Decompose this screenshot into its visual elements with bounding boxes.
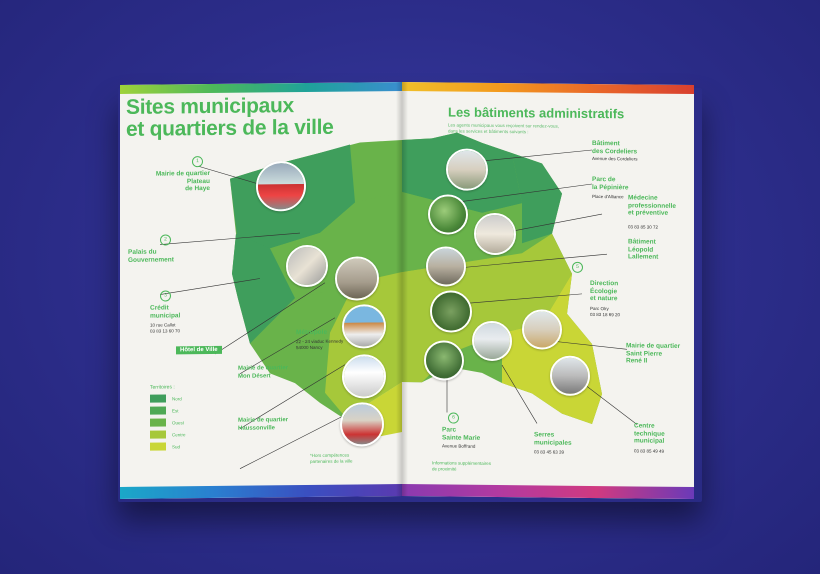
title-line-2: et quartiers de la ville — [126, 115, 334, 141]
photo-haussonville — [340, 402, 384, 446]
legend-label: Centre — [172, 432, 186, 438]
location-pin-icon: 5 — [572, 262, 583, 273]
info-footer: Informations supplémentaires de proximité — [432, 460, 492, 472]
legend-title: Territoires : — [150, 384, 175, 391]
photo-direction-ecologie — [430, 290, 472, 332]
legend-label: Nord — [172, 396, 182, 402]
legend-swatch-sud — [150, 442, 166, 450]
centre-phone: 03 83 85 49 49 — [634, 448, 665, 454]
legend-label: Sud — [172, 444, 181, 450]
label-haussonville: Mairie de quartier Haussonville — [238, 417, 289, 432]
cordeliers-address: Avenue des Cordeliers — [592, 155, 638, 162]
legend-label: Ouest — [172, 420, 185, 426]
serres-phone: 03 83 45 63 39 — [534, 449, 565, 455]
title-line-1: Sites municipaux — [126, 94, 294, 119]
photo-medecine — [474, 213, 516, 255]
label-hotel-de-ville: Hôtel de Ville — [176, 346, 222, 354]
photo-centre-technique — [550, 356, 590, 396]
label-serres: Serres municipales — [534, 431, 572, 447]
credit-details: 10 rue Callot 03 83 13 60 70 — [150, 322, 181, 334]
label-parc-sainte-marie: Parc Sainte Marie — [442, 426, 481, 442]
brochure-spine — [396, 82, 408, 496]
photo-metropole — [342, 304, 386, 348]
label-mon-desert: Mairie de quartier Mon Désert — [238, 365, 289, 380]
photo-leopold — [426, 246, 466, 286]
label-credit-municipal: Crédit municipal — [150, 304, 181, 320]
photo-mon-desert — [342, 354, 386, 398]
label-direction-ecologie: Direction Écologie et nature — [590, 279, 619, 303]
legend-swatch-centre — [150, 430, 166, 438]
photo-pepiniere — [428, 194, 468, 234]
label-medecine: Médecine professionnelle et préventive — [628, 194, 677, 217]
label-cordeliers: Bâtiment des Cordeliers — [592, 139, 638, 155]
photo-serres — [472, 321, 512, 361]
location-pin-icon: 1 — [192, 156, 203, 167]
right-page-title: Les bâtiments administratifs — [448, 104, 625, 122]
photo-cordeliers — [446, 148, 488, 190]
location-pin-icon: 3 — [160, 290, 171, 301]
pepiniere-address: Place d'Alliance — [592, 193, 624, 200]
parc-sm-address: Avenue Boffrand — [442, 443, 476, 449]
label-palais-gouvernement: Palais du Gouvernement — [128, 248, 174, 264]
label-centre-technique: Centre technique municipal — [634, 422, 665, 445]
label-saint-pierre: Mairie de quartier Saint Pierre René II — [626, 342, 681, 365]
photo-credit-municipal — [335, 256, 379, 300]
legend-swatch-est — [150, 406, 166, 414]
legend-label: Est — [172, 408, 179, 414]
medecine-phone: 03 83 85 30 72 — [628, 224, 659, 230]
photo-saint-pierre — [522, 309, 562, 349]
metropole-address: 22 - 24 viaduc Kennedy 54000 Nancy — [296, 338, 344, 350]
label-metropole: Métropole — [296, 328, 328, 337]
photo-palais-gouvernement — [286, 245, 328, 287]
direction-address: Parc Olry 03 83 18 69 20 — [590, 305, 621, 317]
legend-swatch-ouest — [150, 418, 166, 426]
photo-parc-sainte-marie — [424, 340, 464, 380]
brochure-right-page — [402, 82, 694, 499]
label-leopold: Bâtiment Léopold Lallement — [628, 238, 659, 261]
brochure-left-page — [120, 82, 402, 499]
right-page-subtitle: Les agents municipaux vous reçoivent sur rendez-vous, dans les services et bâtiments suivants : — [448, 122, 560, 135]
photo-plateau-de-haye — [256, 161, 306, 212]
legend-swatch-nord — [150, 394, 166, 402]
footnote: *Hors compétences partenaires de la ville — [310, 452, 353, 464]
location-pin-icon: 6 — [448, 412, 459, 423]
label-pepiniere: Parc de la Pépinière — [592, 175, 629, 191]
location-pin-icon: 2 — [160, 234, 171, 245]
label-plateau-de-haye: Mairie de quartier Plateau de Haye — [155, 170, 210, 193]
